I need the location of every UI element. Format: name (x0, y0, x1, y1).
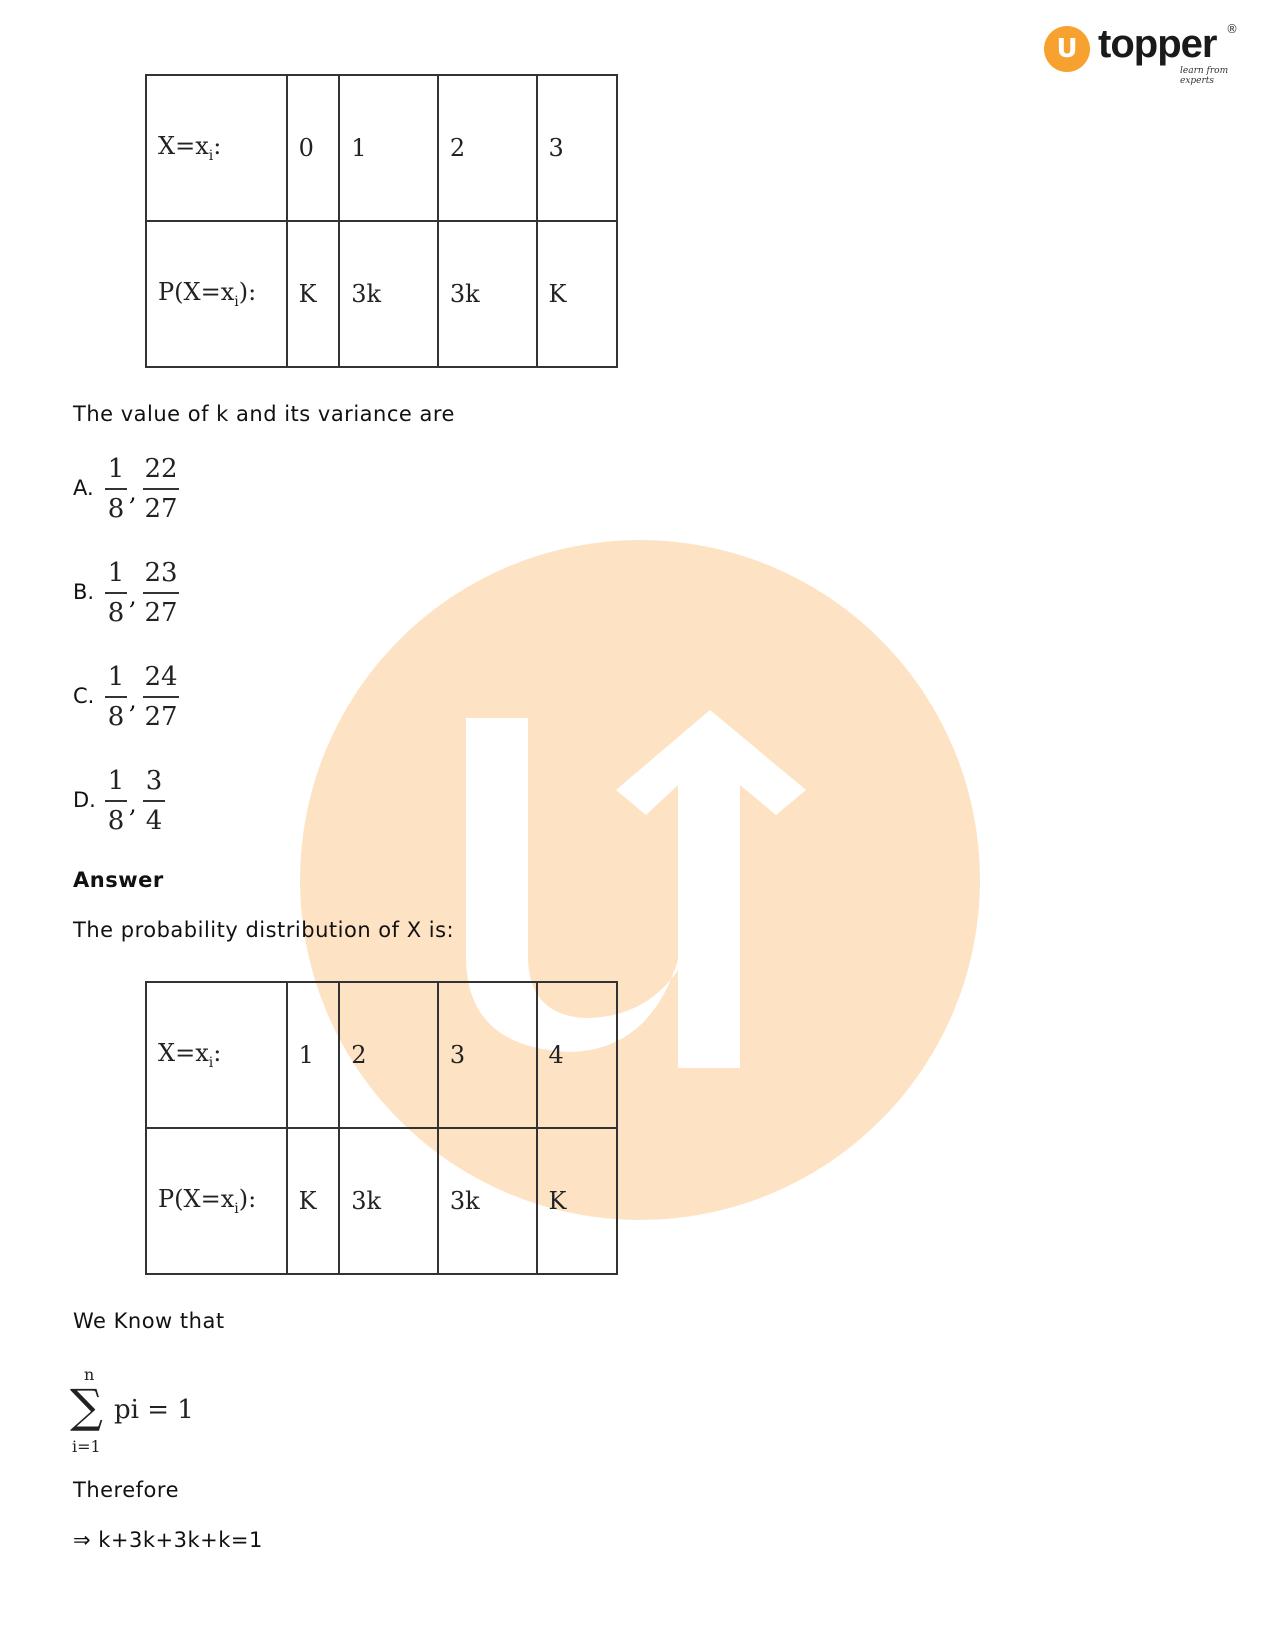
summation-formula (70, 1365, 230, 1455)
table-cell: K (537, 1128, 617, 1274)
option-letter: C. (73, 684, 95, 708)
sum-expression: pi = 1 (114, 1395, 194, 1425)
fraction: 1 8 (105, 556, 127, 630)
option-letter: D. (73, 788, 96, 812)
table-cell: 3k (438, 221, 537, 367)
table-row (146, 75, 617, 221)
fraction: 22 27 (144, 454, 178, 524)
logo-badge-icon: U (1044, 26, 1090, 72)
row-label: $P(X=x_i)$: (146, 1128, 287, 1274)
table-row (146, 1128, 617, 1274)
question-distribution-table (145, 74, 618, 368)
fraction: 23 27 (144, 558, 178, 628)
logo-tagline: learn from experts (1180, 66, 1229, 86)
fraction: 3 4 (143, 764, 165, 838)
distribution-text: The probability distribution of X is: (73, 918, 455, 942)
table-cell: 2 (339, 982, 438, 1128)
option-d[interactable] (73, 764, 373, 844)
table-cell: 1 (287, 982, 340, 1128)
table-row (146, 982, 617, 1128)
separator: , (129, 790, 137, 818)
fraction: 1 8 (105, 660, 127, 734)
sum-lower-limit: i=1 (72, 1437, 101, 1456)
separator: , (129, 686, 137, 714)
table-cell: 3k (339, 1128, 438, 1274)
fraction: 1 8 (105, 452, 127, 526)
table-cell: 2 (438, 75, 537, 221)
therefore-text: Therefore (73, 1478, 179, 1502)
sum-upper-limit: n (84, 1365, 95, 1384)
row-label: $X=x_i$: (146, 75, 287, 221)
registered-mark: ® (1226, 22, 1238, 36)
question-text: The value of k and its variance are (73, 402, 455, 426)
option-b[interactable] (73, 556, 373, 636)
brand-logo (1040, 22, 1240, 86)
sigma-symbol: ∑ (70, 1379, 103, 1433)
equation-text: ⇒ k+3k+3k+k=1 (73, 1528, 263, 1552)
table-cell: 3 (438, 982, 537, 1128)
table-cell: 3 (537, 75, 617, 221)
table-cell: 0 (287, 75, 340, 221)
table-cell: K (287, 1128, 340, 1274)
know-text: We Know that (73, 1309, 225, 1333)
table-cell: K (287, 221, 340, 367)
row-label: $P(X=x_i)$: (146, 221, 287, 367)
option-letter: A. (73, 476, 94, 500)
table-cell: 3k (438, 1128, 537, 1274)
option-a[interactable] (73, 452, 373, 532)
table-cell: 1 (339, 75, 438, 221)
table-cell: 4 (537, 982, 617, 1128)
fraction: 24 27 (144, 662, 178, 732)
separator: , (129, 582, 137, 610)
answer-heading: Answer (73, 868, 164, 892)
table-cell: K (537, 221, 617, 367)
table-row (146, 221, 617, 367)
logo-wordmark: topper (1098, 22, 1217, 66)
fraction: 1 8 (105, 764, 127, 838)
separator: , (129, 478, 137, 506)
answer-distribution-table (145, 981, 618, 1275)
option-letter: B. (73, 580, 95, 604)
row-label: $X=x_i$: (146, 982, 287, 1128)
table-cell: 3k (339, 221, 438, 367)
option-c[interactable] (73, 660, 373, 740)
